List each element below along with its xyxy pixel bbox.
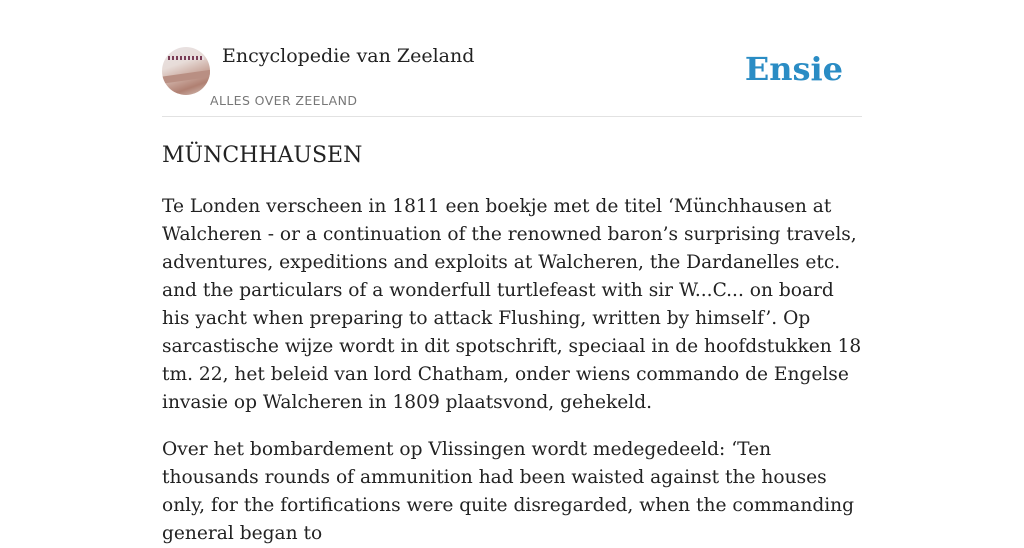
site-avatar[interactable] xyxy=(162,47,210,95)
article-paragraph: Over het bombardement op Vlissingen wordt medegedeeld: ‘Ten thousands rounds of ammunition had been waisted against the houses only, for the fortifications were quite disregarded, when the commanding general began to xyxy=(162,439,855,544)
site-header xyxy=(162,0,862,117)
site-title-link[interactable]: Encyclopedie van Zeeland xyxy=(222,45,475,67)
avatar-shelf xyxy=(162,69,210,84)
site-tagline: ALLES OVER ZEELAND xyxy=(210,93,358,108)
article-paragraph: Te Londen verscheen in 1811 een boekje met de titel ‘Münchhausen at Walcheren - or a continuation of the renowned baron’s surprising travels, adventures, expeditions and exploits at Walcheren, the Dardanelles etc. and the particulars of a wonderfull turtlefeast with sir W...C... on board his yacht when preparing to attack Flushing, written by himself’. Op sarcastische wijze wordt in dit spotschrift, speciaal in de hoofdstukken 18 tm. 22, het beleid van lord Chatham, onder wiens commando de Engelse invasie op Walcheren in 1809 plaatsvond, gehekeld. xyxy=(162,196,862,413)
avatar-stripe xyxy=(168,56,204,60)
article-title: MÜNCHHAUSEN xyxy=(162,143,363,168)
page xyxy=(162,0,862,548)
article xyxy=(162,141,862,548)
ensie-logo-link[interactable]: Ensie xyxy=(744,50,843,88)
